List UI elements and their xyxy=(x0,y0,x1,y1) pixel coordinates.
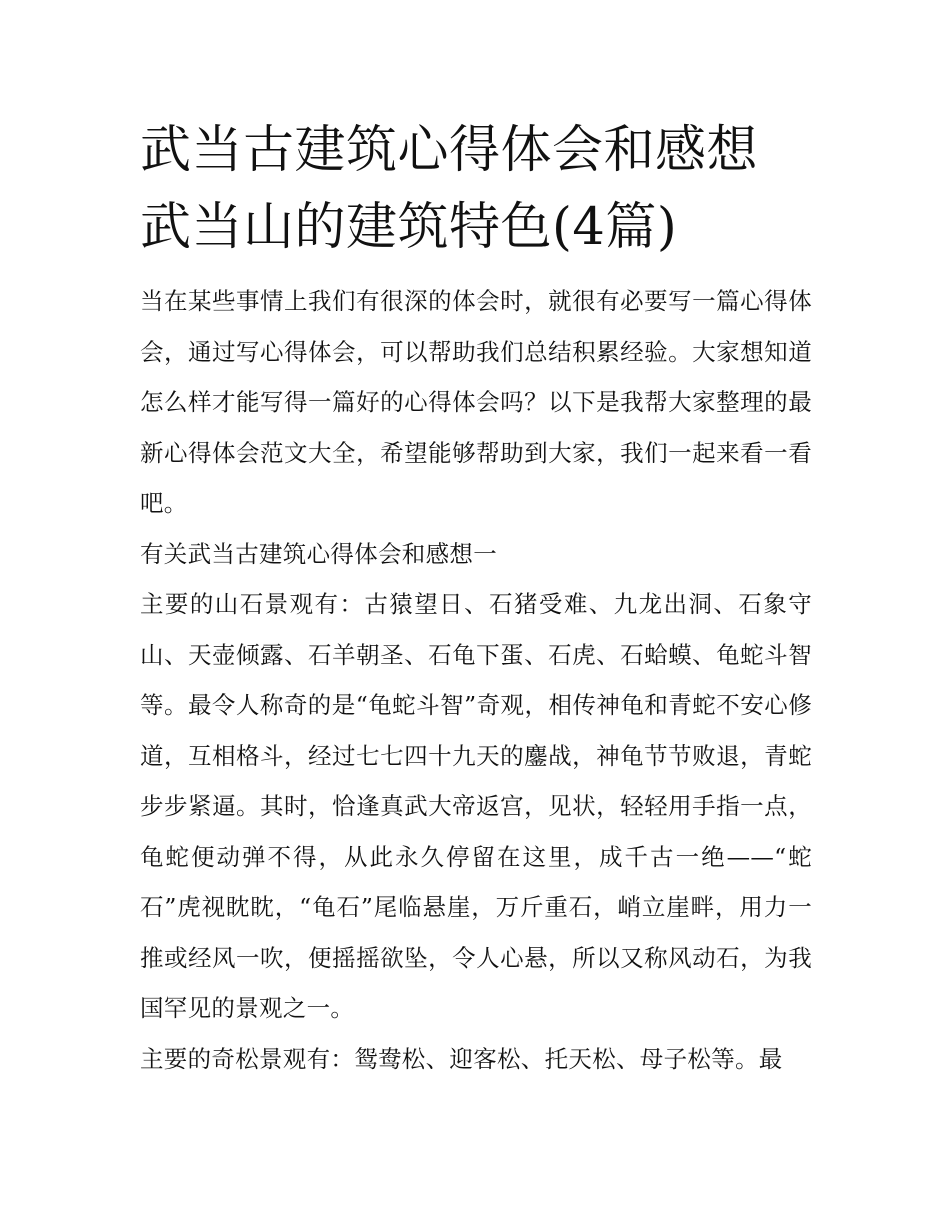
section-heading: 有关武当古建筑心得体会和感想一 xyxy=(140,539,497,568)
document-title: 武当古建筑心得体会和感想 武当山的建筑特色(4篇) xyxy=(140,121,759,257)
intro-paragraph: 当在某些事情上我们有很深的体会时，就很有必要写一篇心得体会，通过写心得体会，可以帮助我们总结积累经验。大家想知道怎么样才能写得一篇好的心得体会吗？以下是我帮大家整理的最新心得体会范文大全，希望能够帮助到大家，我们一起来看一看吧。 xyxy=(140,287,812,517)
document-page xyxy=(140,112,812,1084)
body-paragraph-2: 主要的奇松景观有：鸳鸯松、迎客松、托天松、母子松等。最 xyxy=(140,1044,783,1073)
body-paragraph-1: 主要的山石景观有：古猿望日、石猪受难、九龙出洞、石象守山、天壶倾露、石羊朝圣、石龟下蛋、石虎、石蛤蟆、龟蛇斗智等。最令人称奇的是“龟蛇斗智”奇观，相传神龟和青蛇不安心修道，互相格斗，经过七七四十九天的鏖战，神龟节节败退，青蛇步步紧逼。其时，恰逢真武大帝返宫，见状，轻轻用手指一点，龟蛇便动弹不得，从此永久停留在这里，成千古一绝——“蛇石”虎视眈眈，“龟石”尾临悬崖，万斤重石，峭立崖畔，用力一推或经风一吹，便摇摇欲坠，令人心悬，所以又称风动石，为我国罕见的景观之一。 xyxy=(140,590,812,1022)
